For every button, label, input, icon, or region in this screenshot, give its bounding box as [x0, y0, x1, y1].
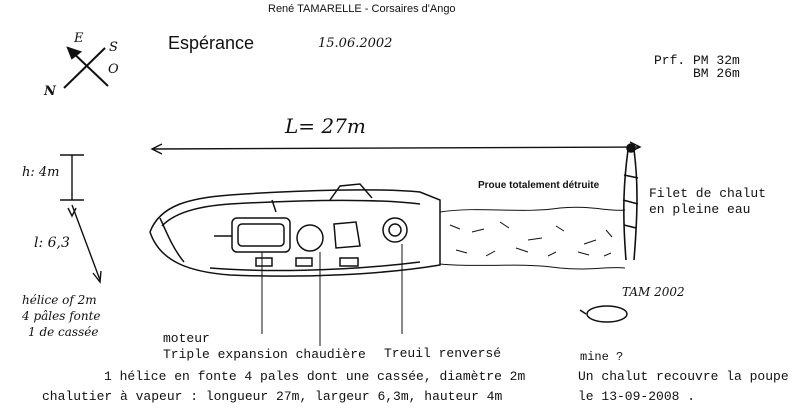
footer-propeller-summary: 1 hélice en fonte 4 pales dont une cassée, diamètre 2m — [104, 369, 526, 384]
height-arrow — [60, 155, 101, 282]
footer-net-note: Un chalut recouvre la poupe — [578, 369, 789, 384]
propeller-note-line3: 1 de cassée — [28, 325, 99, 339]
engine-detail-label: Triple expansion chaudière — [163, 347, 366, 362]
net-annotation-line1: Filet de chalut — [649, 186, 767, 201]
footer-net-date: le 13-09-2008 . — [578, 389, 696, 404]
compass-icon — [64, 48, 108, 88]
wreck-name: Espérance — [168, 33, 255, 53]
compass-label-west: O — [108, 62, 119, 77]
hull-outline — [150, 184, 440, 276]
height-label: h: 4m — [22, 165, 60, 180]
compass-label-east: E — [74, 31, 84, 46]
propeller-note-line1: hélice of 2m — [22, 293, 97, 307]
compass-label-south: S — [109, 40, 118, 55]
bow-debris — [440, 207, 625, 269]
propeller-note-line2: 4 pâles fonte — [22, 309, 101, 323]
winch-label: Treuil renversé — [384, 346, 502, 361]
author-credit: René TAMARELLE - Corsaires d'Ango — [268, 3, 456, 15]
net-annotation-line2: en pleine eau — [649, 202, 751, 217]
length-label: L= 27m — [285, 114, 366, 138]
survey-date: 15.06.2002 — [318, 36, 393, 51]
engine-label: moteur — [163, 331, 210, 346]
mine-icon — [580, 306, 627, 322]
length-arrow — [152, 142, 640, 154]
mine-label: mine ? — [580, 350, 624, 364]
leader-lines — [262, 244, 402, 346]
depth-high-tide: Prf. PM 32m — [654, 53, 740, 68]
bow-annotation: Proue totalement détruite — [478, 180, 600, 191]
width-label: l: 6,3 — [34, 235, 70, 251]
fishing-net — [623, 144, 638, 260]
author-signature: TAM 2002 — [622, 285, 685, 299]
compass-label-north: N — [44, 84, 56, 99]
footer-vessel-summary: chalutier à vapeur : longueur 27m, largeur 6,3m, hauteur 4m — [42, 389, 503, 404]
depth-low-tide: BM 26m — [693, 66, 740, 81]
